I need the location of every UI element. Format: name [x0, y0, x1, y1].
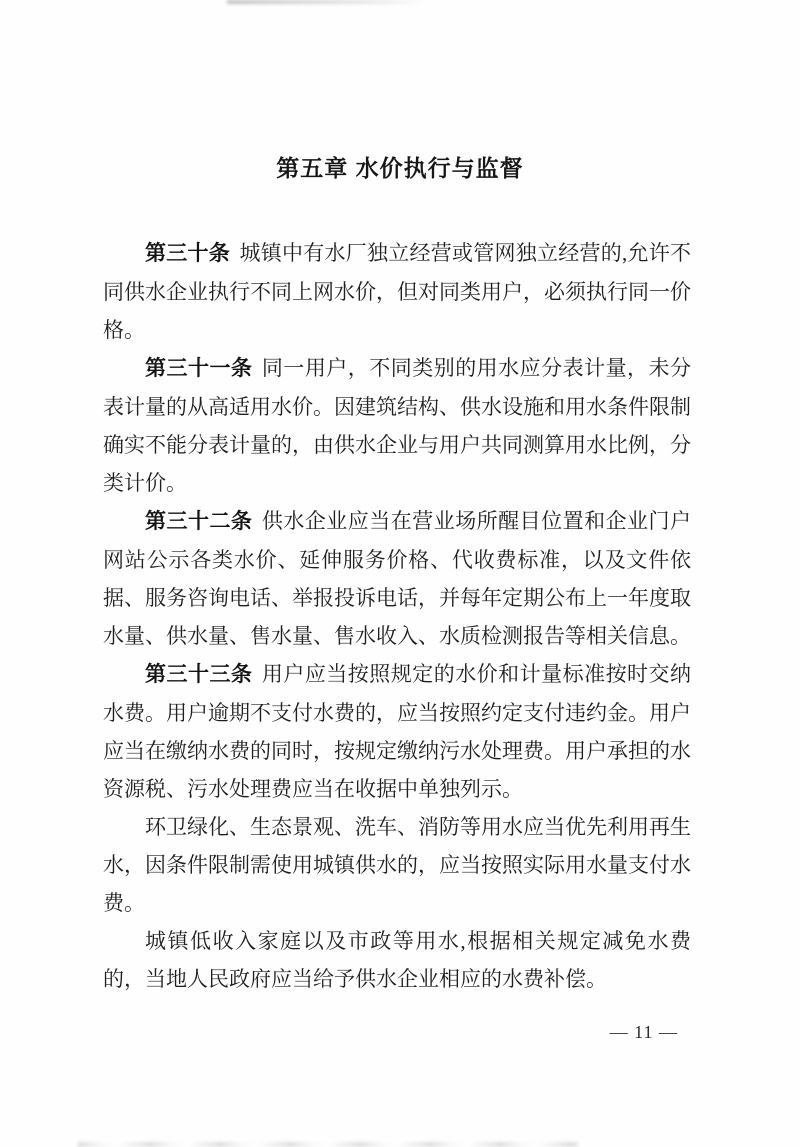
- scan-artifact-bottom: [78, 1142, 578, 1147]
- paragraph: [103, 502, 691, 655]
- paragraph-text: 城镇中有水厂独立经营或管网独立经营的,允许不同供水企业执行不同上网水价，但对同类用户，必须执行同一价格。: [103, 241, 692, 342]
- page-number: — 11 —: [609, 1022, 678, 1042]
- paragraph-text: 环卫绿化、生态景观、洗车、消防等用水应当优先利用再生水，因条件限制需使用城镇供水的，应当按照实际用水量支付水费。: [103, 815, 691, 915]
- paragraph-text: 用户应当按照规定的水价和计量标准按时交纳水费。用户逾期不支付水费的，应当按照约定支付违约金。用户应当在缴纳水费的同时，按规定缴纳污水处理费。用户承担的水资源税、污水处理费应当在收据中单独列示。: [103, 662, 692, 801]
- article-number: 第三十三条: [145, 663, 253, 686]
- paragraph: [103, 655, 691, 808]
- paragraph-text: 城镇低收入家庭以及市政等用水,根据相关规定减免水费的，当地人民政府应当给予供水企业相应的水费补偿。: [103, 929, 691, 991]
- paragraph: [103, 349, 691, 502]
- paragraph: [103, 922, 691, 998]
- paragraph-text: 同一用户，不同类别的用水应分表计量，未分表计量的从高适用水价。因建筑结构、供水设施和用水条件限制确实不能分表计量的，由供水企业与用户共同测算用水比例，分类计价。: [103, 356, 692, 495]
- chapter-title: 第五章 水价执行与监督: [276, 155, 524, 181]
- paragraph-text: 供水企业应当在营业场所醒目位置和企业门户网站公示各类水价、延伸服务价格、代收费标准，以及文件依据、服务咨询电话、举报投诉电话，并每年定期公布上一年度取水量、供水量、售水量、售水收入、水质检测报告等相关信息。: [103, 509, 692, 648]
- article-number: 第三十一条: [145, 357, 253, 380]
- article-number: 第三十条: [145, 242, 231, 265]
- paragraph: [103, 808, 691, 922]
- paragraph: [103, 234, 691, 349]
- article-number: 第三十二条: [145, 510, 253, 533]
- scan-artifact-top: [227, 0, 427, 4]
- document-body: [103, 234, 691, 998]
